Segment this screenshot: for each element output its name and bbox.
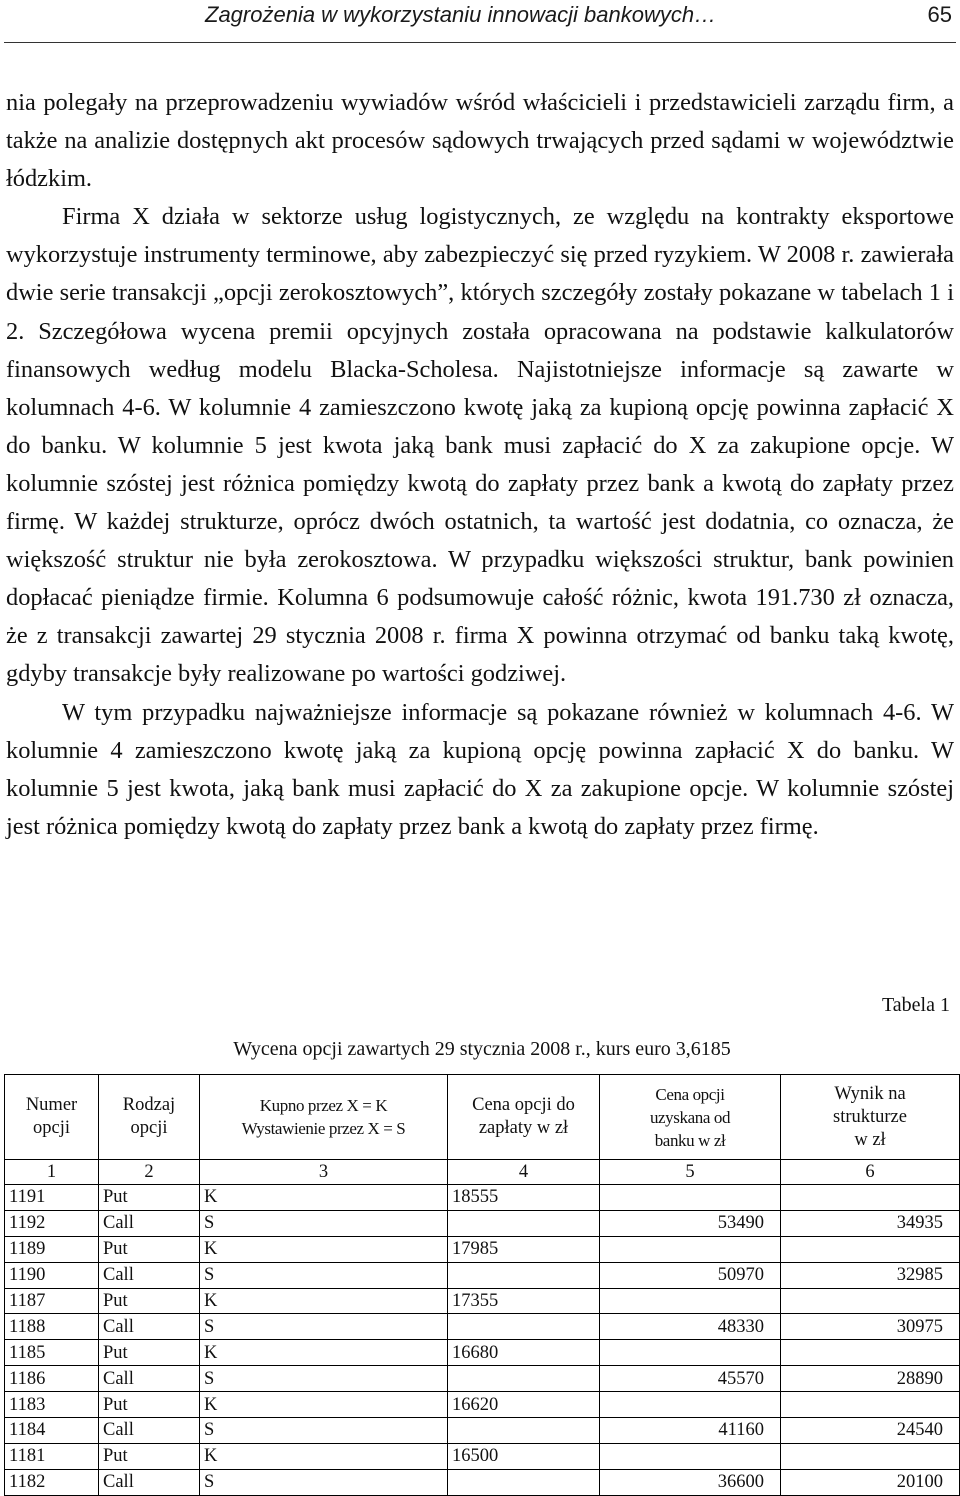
table-cell: 16680 (448, 1340, 600, 1366)
table-cell: 1190 (5, 1262, 99, 1288)
table-cell: Call (99, 1418, 200, 1444)
column-number: 4 (448, 1160, 600, 1185)
table-cell: 1181 (5, 1443, 99, 1469)
table-cell (600, 1443, 781, 1469)
table-cell (781, 1340, 960, 1366)
table-cell (600, 1340, 781, 1366)
column-numbers-row (5, 1160, 960, 1185)
table-cell: 53490 (600, 1210, 781, 1236)
table-cell: K (200, 1185, 448, 1211)
table-cell (448, 1262, 600, 1288)
table-cell: Put (99, 1392, 200, 1418)
table-cell (448, 1314, 600, 1340)
table-cell (781, 1443, 960, 1469)
table-body (5, 1185, 960, 1496)
header-line: zapłaty w zł (478, 1118, 569, 1138)
table-header-row (5, 1075, 960, 1160)
header-rule (4, 42, 956, 43)
table-cell: Put (99, 1443, 200, 1469)
table-cell: K (200, 1236, 448, 1262)
table-cell: K (200, 1392, 448, 1418)
table-cell (448, 1366, 600, 1392)
paragraph: nia polegały na przeprowadzeniu wywiadów wśród właścicieli i przedstawicieli zarządu firm, a także na analizie dostępnych akt procesów sądowych trwających przed sądami w województwie łódzkim. (6, 89, 954, 193)
body-text (6, 84, 954, 846)
table-cell: 17985 (448, 1236, 600, 1262)
table-cell: S (200, 1418, 448, 1444)
table-row (5, 1288, 960, 1314)
table-cell: 1189 (5, 1236, 99, 1262)
table-cell: 50970 (600, 1262, 781, 1288)
table-cell (781, 1185, 960, 1211)
table-number-label: Tabela 1 (881, 994, 950, 1016)
table-row (5, 1236, 960, 1262)
table-cell: 48330 (600, 1314, 781, 1340)
table-cell: K (200, 1340, 448, 1366)
table-cell: K (200, 1443, 448, 1469)
table-cell: 24540 (781, 1418, 960, 1444)
table-cell: 18555 (448, 1185, 600, 1211)
table-cell: Put (99, 1340, 200, 1366)
header-rodzaj (99, 1075, 200, 1160)
page-number: 65 (927, 2, 952, 27)
header-line: opcji (33, 1118, 70, 1138)
header-numer (5, 1075, 99, 1160)
table-row (5, 1366, 960, 1392)
table-cell: 1185 (5, 1340, 99, 1366)
table-row (5, 1210, 960, 1236)
table-cell: Call (99, 1469, 200, 1495)
table-cell: S (200, 1469, 448, 1495)
table-cell (600, 1288, 781, 1314)
table-cell: 30975 (781, 1314, 960, 1340)
table-cell: 34935 (781, 1210, 960, 1236)
column-number: 1 (5, 1160, 99, 1185)
table-cell: 45570 (600, 1366, 781, 1392)
table-cell: 1187 (5, 1288, 99, 1314)
running-title: Zagrożenia w wykorzystaniu innowacji bankowych… (205, 2, 717, 27)
table-cell: 1186 (5, 1366, 99, 1392)
header-line: banku w zł (654, 1130, 726, 1150)
table-cell: S (200, 1262, 448, 1288)
table-cell: 17355 (448, 1288, 600, 1314)
table-cell: Call (99, 1366, 200, 1392)
header-kupno-wystawienie (200, 1075, 448, 1160)
table-cell (448, 1469, 600, 1495)
paragraph: W tym przypadku najważniejsze informacje są pokazane również w kolumnach 4-6. W kolumnie 4 zamieszczono kwotę jaką za kupioną opcję powinna zapłacić X do banku. W kolumnie 5 jest kwota, jaką bank musi zapłacić do X za zakupione opcje. W kolumnie szóstej jest różnica pomiędzy kwotą do zapłaty przez bank a kwotą do zapłaty przez firmę. (6, 698, 954, 840)
header-line: Cena opcji do (472, 1095, 575, 1115)
table-row (5, 1314, 960, 1340)
table-row (5, 1443, 960, 1469)
table-cell (600, 1392, 781, 1418)
table-cell: 1182 (5, 1469, 99, 1495)
table-row (5, 1262, 960, 1288)
header-line: Cena opcji (655, 1084, 725, 1104)
table-cell: Put (99, 1288, 200, 1314)
table-title (0, 1038, 960, 1061)
table-cell: S (200, 1366, 448, 1392)
header-line: Wystawienie przez X = S (241, 1119, 406, 1138)
table-cell: 1191 (5, 1185, 99, 1211)
header-cena-uzyskana (600, 1075, 781, 1160)
table-row (5, 1185, 960, 1211)
table-cell (448, 1210, 600, 1236)
table-cell (448, 1418, 600, 1444)
table-cell (781, 1236, 960, 1262)
column-number: 2 (99, 1160, 200, 1185)
header-cena-do-zaplaty (448, 1075, 600, 1160)
table-cell: K (200, 1288, 448, 1314)
table-title-text: Wycena opcji zawartych 29 stycznia 2008 r., kurs euro 3,6185 (233, 1038, 731, 1060)
table-cell: 16620 (448, 1392, 600, 1418)
table-cell: 41160 (600, 1418, 781, 1444)
table-cell (600, 1236, 781, 1262)
header-line: strukturze (833, 1106, 907, 1127)
table-cell: 1192 (5, 1210, 99, 1236)
table-cell: Call (99, 1210, 200, 1236)
column-number: 5 (600, 1160, 781, 1185)
table-cell: 28890 (781, 1366, 960, 1392)
header-wynik (781, 1075, 960, 1160)
table-cell: S (200, 1314, 448, 1340)
table-cell: 32985 (781, 1262, 960, 1288)
table-cell: 36600 (600, 1469, 781, 1495)
table-cell (781, 1288, 960, 1314)
table-cell (781, 1392, 960, 1418)
page-header (0, 0, 960, 44)
table-row (5, 1392, 960, 1418)
table-cell: Put (99, 1185, 200, 1211)
options-table (4, 1074, 960, 1496)
column-number: 3 (200, 1160, 448, 1185)
table-row (5, 1469, 960, 1495)
header-line: uzyskana od (649, 1107, 731, 1127)
table-cell (600, 1185, 781, 1211)
table-cell: 1184 (5, 1418, 99, 1444)
table-cell: 20100 (781, 1469, 960, 1495)
table-cell: Call (99, 1314, 200, 1340)
header-line: Numer (25, 1095, 78, 1115)
table-cell: 1183 (5, 1392, 99, 1418)
header-line: w zł (854, 1129, 886, 1150)
header-line: Wynik na (834, 1083, 906, 1104)
table-cell: S (200, 1210, 448, 1236)
header-line: opcji (130, 1118, 168, 1138)
header-line: Kupno przez X = K (259, 1096, 388, 1115)
table-cell: 1188 (5, 1314, 99, 1340)
table-cell: Call (99, 1262, 200, 1288)
table-row (5, 1340, 960, 1366)
column-number: 6 (781, 1160, 960, 1185)
table-cell: Put (99, 1236, 200, 1262)
header-line: Rodzaj (122, 1095, 176, 1115)
table-cell: 16500 (448, 1443, 600, 1469)
paragraph: Firma X działa w sektorze usług logistycznych, ze względu na kontrakty eksportowe wykorzystuje instrumenty terminowe, aby zabezpieczyć się przed ryzykiem. W 2008 r. zawierała dwie serie transakcji „opcji zerokosztowych”, których szczegóły zostały pokazane w tabelach 1 i 2. Szczegółowa wycena premii opcyjnych została opracowana na podstawie kalkulatorów finansowych według modelu Blacka-Scholesa. Najistotniejsze informacje są zawarte w kolumnach 4-6. W kolumnie 4 zamieszczono kwotę jaką za kupioną opcję powinna zapłacić X do banku. W kolumnie 5 jest kwota jaką bank musi zapłacić do X za zakupione opcje. W kolumnie szóstej jest różnica pomiędzy kwotą do zapłaty przez bank a kwotą do zapłaty przez firmę. W każdej strukturze, oprócz dwóch ostatnich, ta wartość jest dodatnia, co oznacza, że większość struktur nie była zerokosztowa. W przypadku większości struktur, bank powinien dopłacać pieniądze firmie. Kolumna 6 podsumowuje całość różnic, kwota 191.730 zł oznacza, że z transakcji zawartej 29 stycznia 2008 r. firma X powinna otrzymać od banku taką kwotę, gdyby transakcje były realizowane po wartości godziwej. (6, 203, 954, 688)
table-row (5, 1418, 960, 1444)
